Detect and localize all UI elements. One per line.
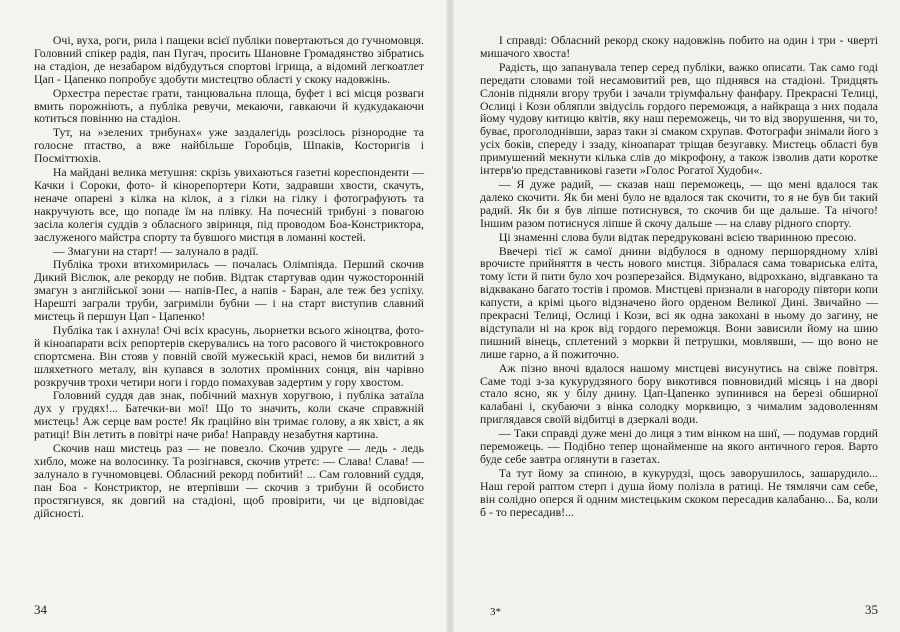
paragraph: Радість, що запанувала тепер серед публіки, важко описати. Так само годі передати словами той несамовитий рев, що піднявся на стадіоні. Тридцять Слонів підняли вгору труби і зачали тріумфальну фанфару. Прекрасні Телиці, Ослиці і Кози обляпли звідусіль гордого переможця, а найкраща з них подала йому чудову китицю квітів, яку наш переможець, чи то від зворушення, чи то, буває, проголоднівши, зараз таки зі смаком схрупав. Фотографи знімали його з усіх боків, спереду і ззаду, кіноапарат тріщав безугавку. Мистець області був примушений мекнути кілька слів до мікрофону, а також ізволив дати коротке інтерв'ю представникові газети »Голос Рогатої Худоби«. xyxy=(480,59,878,178)
page-number-left: 34 xyxy=(34,602,47,617)
paragraph: Та тут йому за спиною, в кукурудзі, щось заворушилось, зашарудило... Наш герой раптом стерп і душа йому полізла в ратиці. Не тямлячи сам себе, він солідно оперся й одним мистецьким скоком пересадив калабаню... Ба, коли б - то пересадив!... xyxy=(480,465,878,519)
paragraph: І справді: Обласний рекорд скоку надовжінь побито на один і три - чверті мишачого хвоста! xyxy=(480,33,878,60)
paragraph: — Таки справді дуже мені до лиця з тим вінком на шиї, — подумав гордий переможець. — Подібно тепер щонайменше на якого античного героя. Варто буде себе завтра оглянути в газетах. xyxy=(480,426,878,466)
paragraph: Скочив наш мистець раз — не повезло. Скочив удруге — ледь - ледь хибло, може на волосинку. Та розігнався, скочив утретє: — Слава! Слава! — залунало в гучномовцеві. Обласний рекорд побитий! ... Сам головний суддя, пан Боа - Констриктор, не втерпівши — скочив з трибуни й особисто простягнувся, як довгий на стадіоні, щоб провірити, чи це відповідає дійсності. xyxy=(34,441,424,520)
left-page-text xyxy=(34,34,424,520)
right-page xyxy=(450,0,900,632)
paragraph: — Я дуже радий, — сказав наш переможець, — що мені вдалося так далеко скочити. Як би мені було не вдалося так скочити, то я не був би такий радий. Як би я був ліпше потиснувся, то скочив би ще дальше. Та нічого! Іншим разом потиснуся ліпше й скочу дальше — на славу рідного спорту. xyxy=(480,176,878,230)
printer-signature-mark: 3* xyxy=(490,606,501,618)
paragraph: Аж пізно вночі вдалося нашому мистцеві висунутись на свіже повітря. Саме тоді з-за кукурудзяного бору викотився повновидий місяць і на дворі стало ясно, як у білу днину. Цап-Цапенко зупинився на березі обширної калабані і, скубаючи з вінка солодку морквицю, з чималим задоволенням приглядався своїй відбитці в дзеркалі води. xyxy=(480,360,878,427)
paragraph: Очі, вуха, роги, рила і пащеки всієї публіки повертаються до гучномовця. Головний спікер радія, пан Пугач, просить Шановне Громадянство зібратись на стадіон, де незабаром відбудуться спортові ігрища, а відомий легкоатлет Цап - Цапенко попробує здобути мистецтво області у скоку надовжінь. xyxy=(34,33,424,86)
paragraph: Публіка так і ахнула! Очі всіх красунь, льорнетки всього жіноцтва, фото- й кіноапарати всіх репортерів скерувались на того расового й чистокровного спортсмена. Він стояв у повній своїй мужеській красі, немов би вилитий з шляхетного металу, він купався в золотих промінних сонця, він чарівно розкручив трохи четири ноги і гордо помахував задертим у гору хвостом. xyxy=(34,322,424,389)
paragraph: Орхестра перестає грати, танцювальна площа, буфет і всі місця розваги вмить порожніють, а публіка ревучи, мекаючи, гавкаючи й кудкудакаючи котиться повінню на стадіон. xyxy=(34,85,424,126)
paragraph: Головний суддя дав знак, побічний махнув хоругвою, і публіка затаїла дух у грудях!... Батечки-ви мої! Що то значить, коли скаче справжній мистець! Аж серце вам росте! Як ґраційно він тримає голову, а як хвіст, а як ратиці! Він летить в повітрі наче риба! Направду незабутня картина. xyxy=(34,388,424,442)
paragraph: На майдані велика метушня: скрізь увихаються газетні кореспонденти — Качки і Сороки, фото- й кінорепортери Коти, задравши хвости, скачуть, неначе опарені з кілка на кілок, а з гілки на гілку і фотографують та накручують все, що попаде їм на плівку. На почесній трибуні з повагою засіла колегія суддів з обласного звіринця, під проводом Боа-Констриктора, заслуженого майстра спорту та бувшого мистця в ломанні костей. xyxy=(34,165,424,244)
page-number-right: 35 xyxy=(865,602,878,617)
paragraph: Тут, на »зелених трибунах« уже заздалегідь розсілось різнородне та голосне птаство, а вже найбільше Горобців, Шпаків, Косторигів і Посміттюхів. xyxy=(34,125,424,166)
paragraph: Ввечері тієї ж самої днини відбулося в одному першорядному хліві врочисте прийняття в честь нового мистця. Зібралася сама товариська еліта, тому їсти й пити було хоч розперезайся. Відмукано, відрохкано, відгавкано та відквакано багато тостів і промов. Мистцеві признали в нагороду півтори копи капусти, а крімі цього відзначено його орденом Великої Дині. Звичайно — прекрасні Телиці, Ослиці і Кози, всі як одна закохані в ньому до загину, не відступали ні на крок від гордого переможця. Вони зависили йому на шию пишний вінець, сплетений з моркви й петрушки, мовлявши, — що воно не лише гарно, а й пожиточно. xyxy=(480,243,878,361)
right-page-text xyxy=(480,34,878,519)
paragraph: — Змагуни на старт! — залунало в радії. xyxy=(52,243,259,258)
paragraph: Ці знаменні слова були відтак передруковані всією тваринною пресою. xyxy=(498,229,857,244)
paragraph: Публіка трохи втихомирилась — почалась Олімпіяда. Перший скочив Дикий Віслюк, але рекорду не побив. Відтак стартував один чужосторонній змагун з англійської зони — напів-Пес, а напів - Баран, але теж без успіху. Нарешті заграли труби, загриміли бубни — і на старт виступив славний мистець й першун Цап - Цапенко! xyxy=(34,257,424,324)
book-gutter xyxy=(446,0,454,632)
